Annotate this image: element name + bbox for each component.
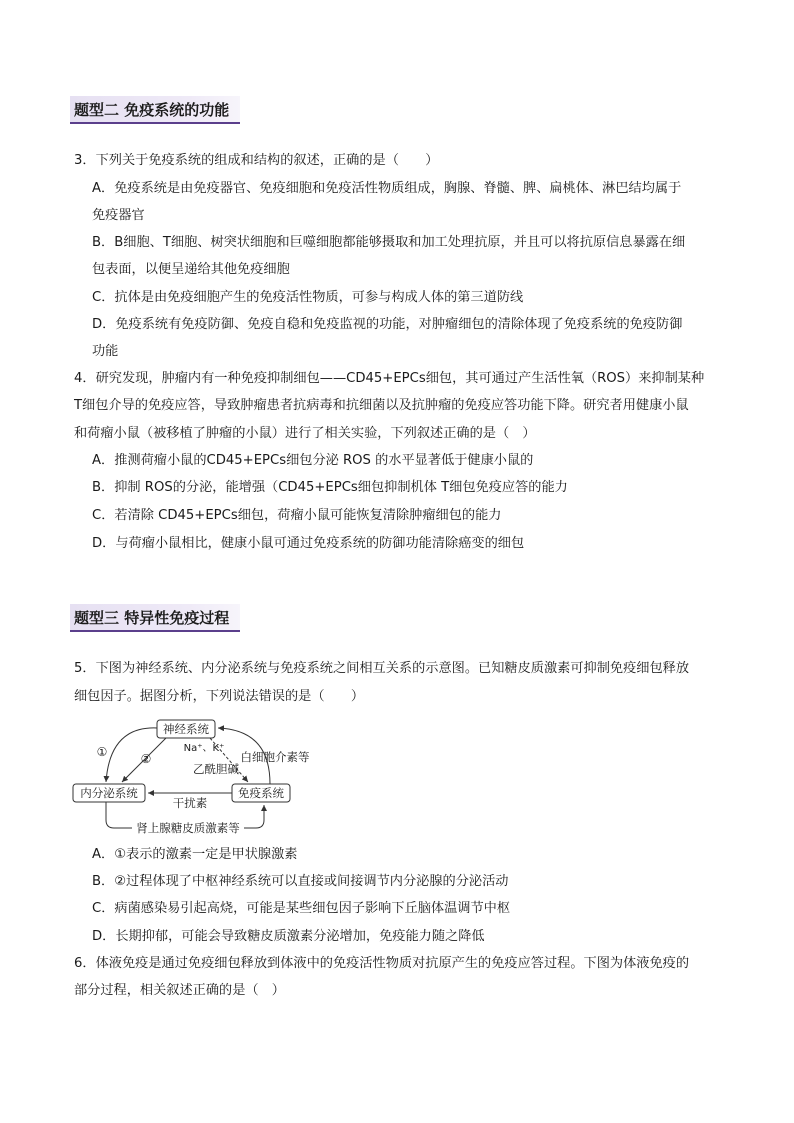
immune-neuro-endocrine-diagram	[70, 718, 320, 836]
question-3-option-d-cont: 功能	[92, 344, 119, 359]
corticosteroid-label: 肾上腺糖皮质激素等	[136, 821, 240, 835]
question-3-option-d: D．免疫系统有免疫防御、免疫自稳和免疫监视的功能，对肿瘤细包的清除体现了免疫系统的免疫防御	[92, 317, 683, 332]
question-6-stem: 6．体液免疫是通过免疫细包释放到体液中的免疫活性物质对抗原产生的免疫应答过程。下图为体液免疫的	[74, 956, 690, 971]
acetylcholine-label: 乙酰胆碱	[193, 762, 239, 776]
question-3-option-a-cont: 免疫器官	[92, 208, 145, 223]
neural-system-label: 神经系统	[163, 722, 209, 736]
circle-2-label: ②	[140, 752, 152, 766]
question-6-stem-cont: 部分过程，相关叙述正确的是（ ）	[74, 983, 285, 998]
section-title-2: 题型二 免疫系统的功能	[70, 96, 240, 124]
question-3-option-b: B．B细胞、T细胞、树突状细胞和巨噬细胞都能够摄取和加工处理抗原，并且可以将抗原信息暴露在细	[92, 235, 686, 250]
ions-label: Na⁺、K⁺	[183, 743, 225, 754]
question-4-stem: 4．研究发现，肿瘤内有一种免疫抑制细包——CD45+EPCs细包，其可通过产生活性氧（ROS）来抑制某种	[74, 371, 705, 386]
question-3-option-b-cont: 包表面，以便呈递给其他免疫细胞	[92, 262, 290, 277]
section-title-3: 题型三 特异性免疫过程	[70, 604, 240, 632]
question-4-stem-cont-2: 和荷瘤小鼠（被移植了肿瘤的小鼠）进行了相关实验，下列叙述正确的是（ ）	[74, 426, 536, 441]
circle-1-label: ①	[96, 745, 108, 759]
question-4-option-b: B．抑制 ROS的分泌，能增强（CD45+EPCs细包抑制机体 T细包免疫应答的能力	[92, 480, 568, 495]
question-5-option-b: B．②过程体现了中枢神经系统可以直接或间接调节内分泌腺的分泌活动	[92, 874, 509, 889]
interleukin-label: 白细胞介素等	[240, 750, 310, 764]
question-5-option-c: C．病菌感染易引起高烧，可能是某些细包因子影响下丘脑体温调节中枢	[92, 901, 511, 916]
question-3-option-c: C．抗体是由免疫细胞产生的免疫活性物质，可参与构成人体的第三道防线	[92, 290, 524, 305]
question-5-option-d: D．长期抑郁，可能会导致糖皮质激素分泌增加，免疫能力随之降低	[92, 929, 485, 944]
question-4-option-d: D．与荷瘤小鼠相比，健康小鼠可通过免疫系统的防御功能清除癌变的细包	[92, 536, 525, 551]
question-3-stem: 3．下列关于免疫系统的组成和结构的叙述，正确的是（ ）	[74, 153, 439, 168]
question-4-option-a: A．推测荷瘤小鼠的CD45+EPCs细包分泌 ROS 的水平显著低于健康小鼠的	[92, 453, 534, 468]
question-3-option-a: A．免疫系统是由免疫器官、免疫细胞和免疫活性物质组成，胸腺、脊髓、脾、扁桃体、淋巴结均属于	[92, 181, 682, 196]
immune-system-label: 免疫系统	[238, 786, 284, 800]
question-5-stem: 5．下图为神经系统、内分泌系统与免疫系统之间相互关系的示意图。已知糖皮质激素可抑制免疫细包释放	[74, 661, 690, 676]
question-4-option-c: C．若清除 CD45+EPCs细包，荷瘤小鼠可能恢复清除肿瘤细包的能力	[92, 508, 502, 523]
question-5-stem-cont: 细包因子。据图分析，下列说法错误的是（ ）	[74, 689, 365, 704]
question-5-option-a: A．①表示的激素一定是甲状腺激素	[92, 847, 298, 862]
endocrine-system-label: 内分泌系统	[80, 786, 138, 800]
question-4-stem-cont-1: T细包介导的免疫应答，导致肿瘤患者抗病毒和抗细菌以及抗肿瘤的免疫应答功能下降。研究者用健康小鼠	[74, 398, 689, 413]
interferon-label: 干扰素	[172, 796, 208, 810]
